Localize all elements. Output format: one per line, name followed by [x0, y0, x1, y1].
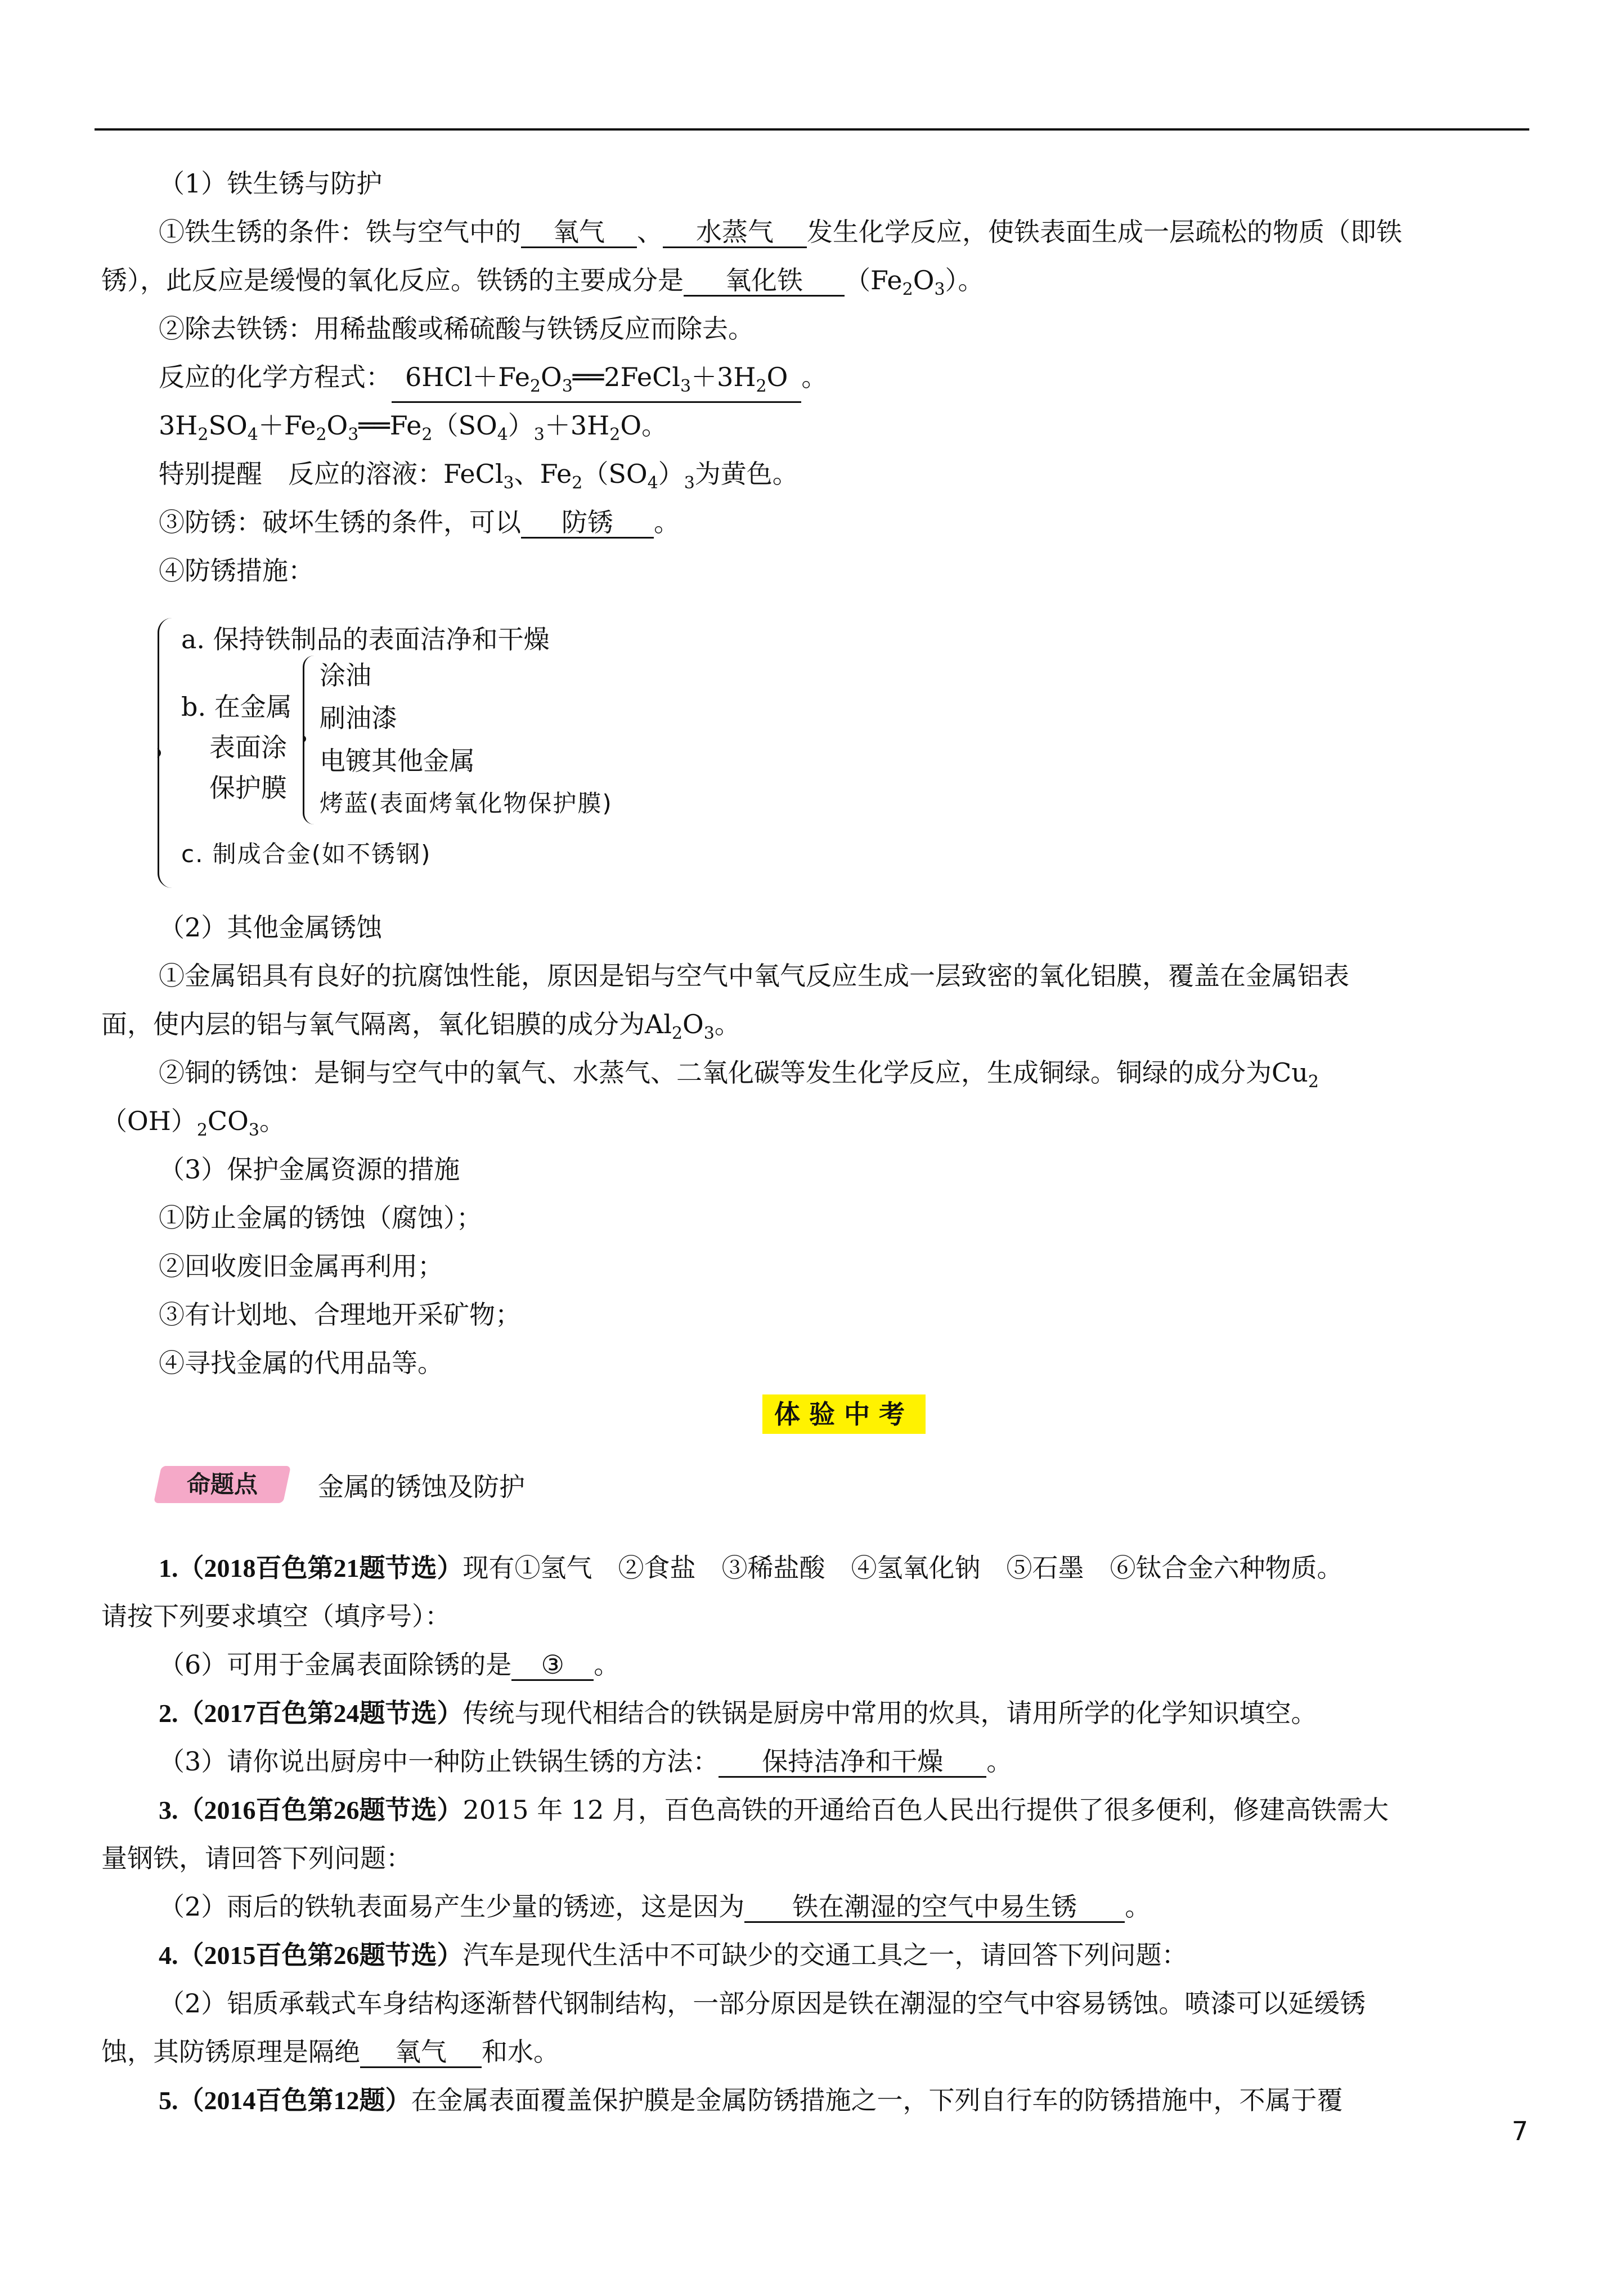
section3-heading: （3）保护金属资源的措施: [159, 1154, 460, 1185]
rust-removal: ②除去铁锈：用稀盐酸或稀硫酸与铁锈反应而除去。: [159, 313, 754, 344]
measure-b-label-3: 保护膜: [209, 773, 287, 803]
measure-b-item: 烤蓝(表面烤氧化物保护膜): [320, 790, 613, 817]
measure-b-label-2: 表面涂: [209, 732, 287, 763]
measure-b-label-1: b. 在金属: [181, 692, 292, 722]
header-rule: [95, 128, 1529, 131]
answer-blank: 氧气: [521, 217, 637, 248]
answer-blank: 保持洁净和干燥: [719, 1747, 986, 1778]
measures-heading: ④防锈措施：: [159, 555, 314, 586]
question-2: 2.（2017百色第24题节选）传统与现代相结合的铁锅是厨房中常用的炊具，请用所学的化学知识填空。: [159, 1698, 1317, 1728]
special-reminder: 特别提醒 反应的溶液：FeCl$_3$、$Fe_2(SO_4)_3$为黄色。: [159, 459, 798, 493]
page-number: 7: [1511, 2116, 1528, 2146]
protection-item: ①防止金属的锈蚀（腐蚀）；: [159, 1203, 482, 1233]
rust-conditions-line1: ①铁生锈的条件：铁与空气中的 氧气 、 水蒸气 发生化学反应，使铁表面生成一层疏松的物质（即铁: [159, 217, 1402, 247]
answer-blank: 氧气: [360, 2037, 482, 2068]
protection-item: ②回收废旧金属再利用；: [159, 1251, 443, 1281]
equation-2: $3H_2SO_4+Fe_2O_3══Fe_2(SO_4)_3+3H_2O$。: [159, 410, 668, 445]
question-3: 3.（2016百色第26题节选）2015 年 12 月，百色高铁的开通给百色人民出行提供了很多便利，修建高铁需大: [159, 1795, 1389, 1825]
topic-badge: 命题点: [154, 1466, 291, 1503]
question-3-sub: （2）雨后的铁轨表面易产生少量的锈迹，这是因为 铁在潮湿的空气中易生锈 。: [159, 1891, 1151, 1922]
measure-b-item: 刷油漆: [320, 703, 397, 733]
answer-blank: 铁在潮湿的空气中易生锈: [744, 1892, 1125, 1923]
measure-b-item: 电镀其他金属: [320, 746, 475, 776]
equation-1: 反应的化学方程式： $6HCl+Fe_2O_3══2FeCl_3+3H_2O$ 。: [159, 361, 827, 403]
question-5: 5.（2014百色第12题）在金属表面覆盖保护膜是金属防锈措施之一，下列自行车的防锈措施中，不属于覆: [159, 2085, 1343, 2115]
question-4: 4.（2015百色第26题节选）汽车是现代生活中不可缺少的交通工具之一，请回答下列问题：: [159, 1940, 1188, 1970]
inner-brace: [303, 656, 316, 824]
section2-heading: （2）其他金属锈蚀: [159, 912, 383, 943]
answer-blank: 水蒸气: [663, 217, 807, 248]
aluminum-line2: 面，使内层的铝与氧气隔离，氧化铝膜的成分为$Al_2O_3$。: [101, 1009, 740, 1043]
aluminum-line1: ①金属铝具有良好的抗腐蚀性能，原因是铝与空气中氧气反应生成一层致密的氧化铝膜，覆盖在金属铝表: [159, 961, 1349, 991]
question-1-line2: 请按下列要求填空（填序号）：: [101, 1601, 451, 1631]
answer-blank: 氧化铁: [684, 266, 845, 297]
outer-brace: [158, 618, 176, 888]
topic-title: 金属的锈蚀及防护: [318, 1472, 525, 1502]
answer-blank: 防锈: [521, 508, 654, 539]
copper-line1: ②铜的锈蚀：是铜与空气中的氧气、水蒸气、二氧化碳等发生化学反应，生成铜绿。铜绿的成分为$Cu_2$: [159, 1057, 1319, 1092]
protection-item: ③有计划地、合理地开采矿物；: [159, 1299, 521, 1330]
question-4-sub-line1: （2）铝质承载式车身结构逐渐替代钢制结构，一部分原因是铁在潮湿的空气中容易锈蚀。喷漆可以延缓锈: [159, 1988, 1366, 2019]
measure-b-item: 涂油: [320, 660, 371, 690]
rust-conditions-line2: 锈），此反应是缓慢的氧化反应。铁锈的主要成分是 氧化铁 $(Fe_2O_3)$。: [101, 265, 984, 299]
question-1-sub: （6）可用于金属表面除锈的是 ③ 。: [159, 1649, 620, 1680]
protection-item: ④寻找金属的代用品等。: [159, 1348, 443, 1378]
question-3-line2: 量钢铁，请回答下列问题：: [101, 1843, 412, 1873]
answer-blank: ③: [511, 1650, 594, 1681]
measure-c: c. 制成合金(如不锈钢): [181, 840, 432, 868]
question-1: 1.（2018百色第21题节选）现有①氢气 ②食盐 ③稀盐酸 ④氢氧化钠 ⑤石墨 ⑥钛合金六种物质。: [159, 1553, 1343, 1583]
question-2-sub: （3）请你说出厨房中一种防止铁锅生锈的方法： 保持洁净和干燥 。: [159, 1746, 1013, 1777]
answer-blank: $6HCl+Fe_2O_3══2FeCl_3+3H_2O$: [392, 362, 801, 403]
rust-prevention: ③防锈：破坏生锈的条件，可以 防锈 。: [159, 507, 680, 537]
question-4-sub-line2: 蚀，其防锈原理是隔绝 氧气 和水。: [101, 2037, 559, 2067]
section1-heading: （1）铁生锈与防护: [159, 168, 383, 199]
exam-section-title: 体验中考: [762, 1394, 926, 1434]
copper-line2: $(OH)_2CO_3$。: [101, 1106, 285, 1140]
measure-a: a. 保持铁制品的表面洁净和干燥: [181, 624, 550, 654]
